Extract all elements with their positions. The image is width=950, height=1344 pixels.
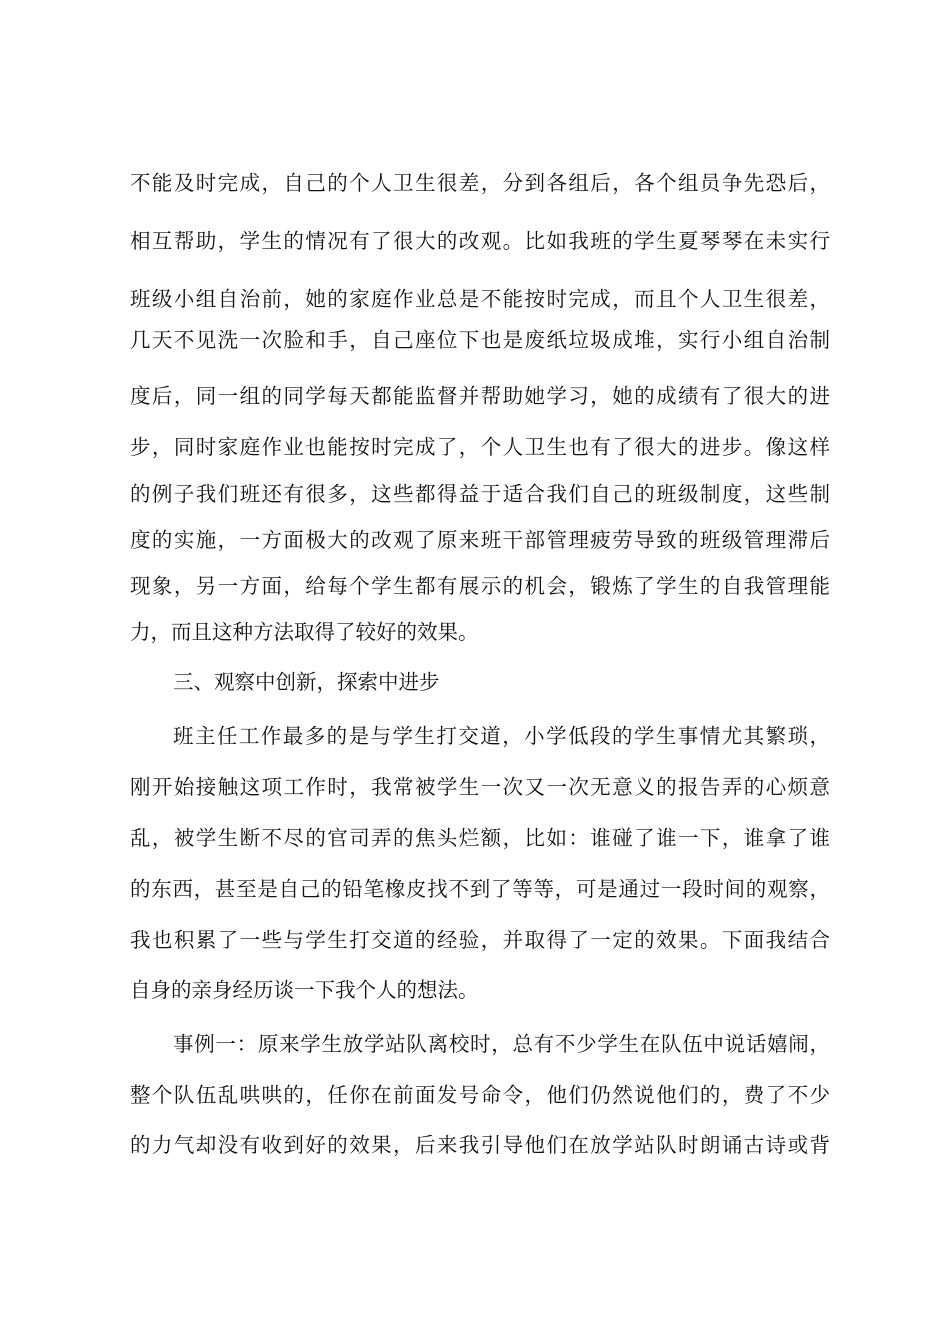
text-line: 整个队伍乱哄哄的，任你在前面发号命令，他们仍然说他们的，费了不少 xyxy=(130,1083,830,1107)
paragraph-first-line: 事例一：原来学生放学站队离校时，总有不少学生在队伍中说话嬉闹， xyxy=(173,1032,830,1056)
text-line: 自身的亲身经历谈一下我个人的想法。 xyxy=(130,978,479,1002)
text-line: 的力气却没有收到好的效果，后来我引导他们在放学站队时朗诵古诗或背 xyxy=(130,1133,830,1157)
text-line: 度后，同一组的同学每天都能监督并帮助她学习，她的成绩有了很大的进 xyxy=(130,384,830,408)
paragraph-first-line: 班主任工作最多的是与学生打交道，小学低段的学生事情尤其繁琐， xyxy=(173,724,830,748)
text-line: 刚开始接触这项工作时，我常被学生一次又一次无意义的报告弄的心烦意 xyxy=(130,775,830,799)
text-line: 度的实施，一方面极大的改观了原来班干部管理疲劳导致的班级管理滞后 xyxy=(130,528,830,552)
text-line: 相互帮助，学生的情况有了很大的改观。比如我班的学生夏琴琴在未实行 xyxy=(130,229,830,253)
text-line: 乱，被学生断不尽的官司弄的焦头烂额，比如：谁碰了谁一下，谁拿了谁 xyxy=(130,826,830,850)
text-line: 班级小组自治前，她的家庭作业总是不能按时完成，而且个人卫生很差， xyxy=(130,287,830,311)
section-heading: 三、观察中创新，探索中进步 xyxy=(173,670,440,694)
text-line: 的例子我们班还有很多，这些都得益于适合我们自己的班级制度，这些制 xyxy=(130,482,830,506)
text-line: 不能及时完成，自己的个人卫生很差，分到各组后，各个组员争先恐后， xyxy=(130,171,830,195)
text-line: 现象，另一方面，给每个学生都有展示的机会，锻炼了学生的自我管理能 xyxy=(130,574,830,598)
text-line: 步，同时家庭作业也能按时完成了，个人卫生也有了很大的进步。像这样 xyxy=(130,435,830,459)
text-line: 的东西，甚至是自己的铅笔橡皮找不到了等等，可是通过一段时间的观察， xyxy=(130,877,830,901)
text-line: 我也积累了一些与学生打交道的经验，并取得了一定的效果。下面我结合 xyxy=(130,928,830,952)
text-line: 几天不见洗一次脸和手，自己座位下也是废纸垃圾成堆，实行小组自治制 xyxy=(130,328,830,352)
text-line: 力，而且这种方法取得了较好的效果。 xyxy=(130,620,479,644)
